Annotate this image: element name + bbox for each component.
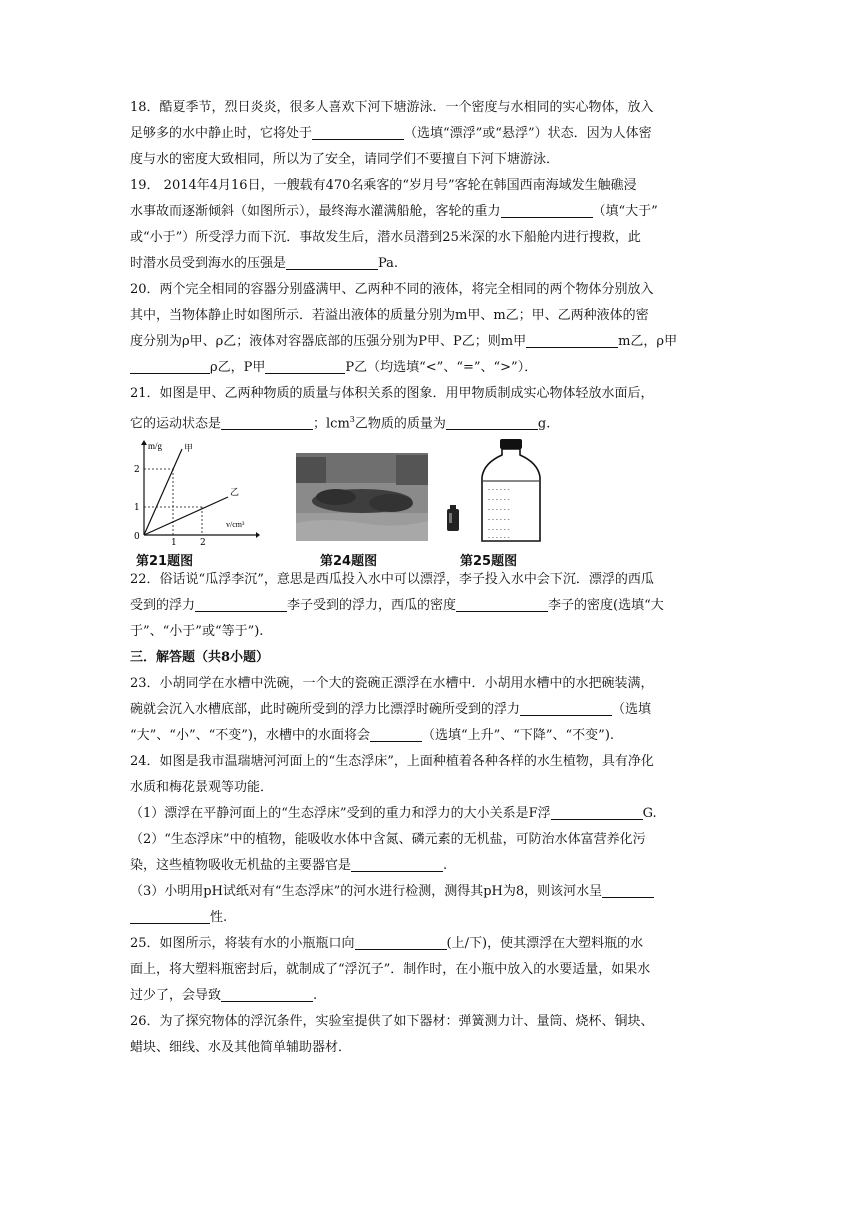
svg-text:- - - - - -: - - - - - - xyxy=(488,516,510,523)
line-jia-label: 甲 xyxy=(184,444,194,454)
y-tick-label: 2 xyxy=(134,465,140,475)
answer-blank[interactable] xyxy=(286,253,378,270)
svg-text:- - - - - -: - - - - - - xyxy=(488,534,510,541)
answer-blank[interactable] xyxy=(221,985,313,1002)
q24-line2: 水质和梅花景观等功能． xyxy=(130,780,274,795)
q20-line2: 其中，当物体静止时如图所示．若溢出液体的质量分别为m甲、m乙；甲、乙两种液体的密 xyxy=(130,308,649,323)
floating-bed-photo xyxy=(296,453,428,541)
line-yi-label: 乙 xyxy=(230,488,240,498)
answer-blank[interactable] xyxy=(221,413,313,430)
q18-line1: 18．酷夏季节，烈日炎炎，很多人喜欢下河下塘游泳．一个密度与水相同的实心物体，放入 xyxy=(130,100,654,115)
q22-line1: 22．俗话说“瓜浮李沉”，意思是西瓜投入水中可以漂浮，李子投入水中会下沉．漂浮的西瓜 xyxy=(130,572,654,587)
q20-line1: 20．两个完全相同的容器分别盛满甲、乙两种不同的液体，将完全相同的两个物体分别放入 xyxy=(130,282,654,297)
section-heading: 三．解答题（共8小题） xyxy=(130,650,270,665)
answer-blank[interactable] xyxy=(526,331,618,348)
q19-line4: 时潜水员受到海水的压强是 Pa. xyxy=(130,251,730,277)
svg-text:- - - - - -: - - - - - - xyxy=(488,486,510,493)
x-tick-label: 2 xyxy=(200,538,206,547)
q18-line2: 足够多的水中静止时，它将处于 （选填“漂浮”或“悬浮”）状态．因为人体密 xyxy=(130,121,730,147)
q25-line1: 25．如图所示，将装有水的小瓶瓶口向 (上/下)，使其漂浮在大塑料瓶的水 xyxy=(130,931,730,957)
answer-blank[interactable] xyxy=(520,699,612,716)
q24-part2b: 染，这些植物吸收无机盐的主要器官是 . xyxy=(130,853,730,879)
svg-text:- - - - - -: - - - - - - xyxy=(488,526,510,533)
answer-blank[interactable] xyxy=(265,357,345,374)
q22-line3: 于”、“小于”或“等于”). xyxy=(130,624,264,639)
line-yi xyxy=(144,497,228,535)
water-dashes xyxy=(488,486,510,541)
q20-line4: ρ乙，P甲 P乙（均选填“<”、“=”、“>”）． xyxy=(130,355,730,381)
q19-line3: 或“小于”）所受浮力而下沉．事故发生后，潜水员潜到25米深的水下船舱内进行搜救，此 xyxy=(130,230,641,245)
q20-line3: 度分别为ρ甲、ρ乙；液体对容器底部的压强分别为P甲、P乙；则m甲 m乙，ρ甲 xyxy=(130,329,730,355)
x-axis-arrow xyxy=(256,532,260,538)
q24-part2a: （2）“生态浮床”中的植物，能吸收水体中含氮、磷元素的无机盐，可防治水体富营养化污 xyxy=(130,832,646,847)
q25-line2: 面上，将大塑料瓶密封后，就制成了“浮沉子”．制作时，在小瓶中放入的水要适量，如果水 xyxy=(130,962,651,977)
q24-part3a: （3）小明用pH试纸对有“生态浮床”的河水进行检测，测得其pH为8，则该河水呈 xyxy=(130,879,730,905)
answer-blank[interactable] xyxy=(551,803,643,820)
q21-line2: 它的运动状态是 ；lcm$^3$乙物质的质量为 g. xyxy=(130,415,551,432)
q24-part1: （1）漂浮在平静河面上的“生态浮床”受到的重力和浮力的大小关系是F浮 G. xyxy=(130,801,730,827)
figure-caption-21: 第21题图 xyxy=(136,554,194,569)
answer-blank[interactable] xyxy=(351,855,443,872)
y-axis-arrow xyxy=(141,440,147,445)
answer-blank[interactable] xyxy=(456,595,548,612)
y-axis-label: m/g xyxy=(148,441,163,451)
small-vial-icon xyxy=(446,505,460,531)
answer-blank[interactable] xyxy=(195,595,287,612)
x-tick-label: 1 xyxy=(171,538,177,547)
answer-blank[interactable] xyxy=(130,357,210,374)
q22-line2: 受到的浮力 李子受到的浮力，西瓜的密度 李子的密度(选填“大 xyxy=(130,593,730,619)
q25-line3: 过少了，会导致 . xyxy=(130,983,730,1009)
q26-line1: 26．为了探究物体的浮沉条件，实验室提供了如下器材：弹簧测力计、量筒、烧杯、铜块、 xyxy=(130,1014,654,1029)
answer-blank[interactable] xyxy=(370,725,422,742)
origin-label: 0 xyxy=(134,532,140,542)
svg-text:- - - - - -: - - - - - - xyxy=(488,496,510,503)
q23-line3: “大”、“小”、“不变”)，水槽中的水面将会 （选填“上升”、“下降”、“不变”). xyxy=(130,723,730,749)
q24-part3b: 性. xyxy=(130,905,730,931)
svg-text:- - - - - -: - - - - - - xyxy=(488,506,510,513)
y-tick-label: 1 xyxy=(134,503,140,513)
q21-line1: 21．如图是甲、乙两种物质的质量与体积关系的图象．用甲物质制成实心物体轻放水面后， xyxy=(130,386,654,401)
exam-page xyxy=(130,95,730,1061)
q24-line1: 24．如图是我市温瑞塘河河面上的“生态浮床”，上面种植着各种各样的水生植物，具有净化 xyxy=(130,754,654,769)
q23-line2: 碗就会沉入水槽底部，此时碗所受到的浮力比漂浮时碗所受到的浮力 （选填 xyxy=(130,697,730,723)
mass-volume-graph xyxy=(130,437,260,547)
figure-caption-24: 第24题图 xyxy=(320,554,378,569)
q18-line3: 度与水的密度大致相同，所以为了安全，请同学们不要擅自下河下塘游泳． xyxy=(130,152,560,167)
q19-line2: 水事故而逐渐倾斜（如图所示），最终海水灌满船舱，客轮的重力 （填“大于” xyxy=(130,199,730,225)
large-bottle-icon xyxy=(476,437,546,545)
q26-line2: 蜡块、细线、水及其他简单辅助器材． xyxy=(130,1040,352,1055)
q19-line1: 19． 2014年4月16日，一艘载有470名乘客的“岁月号”客轮在韩国西南海域发生触礁浸 xyxy=(130,178,637,193)
figure-caption-25: 第25题图 xyxy=(460,554,518,569)
q23-line1: 23．小胡同学在水槽中洗碗，一个大的瓷碗正漂浮在水槽中．小胡用水槽中的水把碗装满， xyxy=(130,676,654,691)
x-axis-label: v/cm³ xyxy=(226,520,245,529)
line-jia xyxy=(144,449,182,535)
answer-blank[interactable] xyxy=(446,413,538,430)
figures-row xyxy=(130,437,730,567)
answer-blank[interactable] xyxy=(130,907,210,924)
answer-blank[interactable] xyxy=(602,881,654,898)
answer-blank[interactable] xyxy=(355,933,447,950)
answer-blank[interactable] xyxy=(312,123,404,140)
answer-blank[interactable] xyxy=(501,201,593,218)
